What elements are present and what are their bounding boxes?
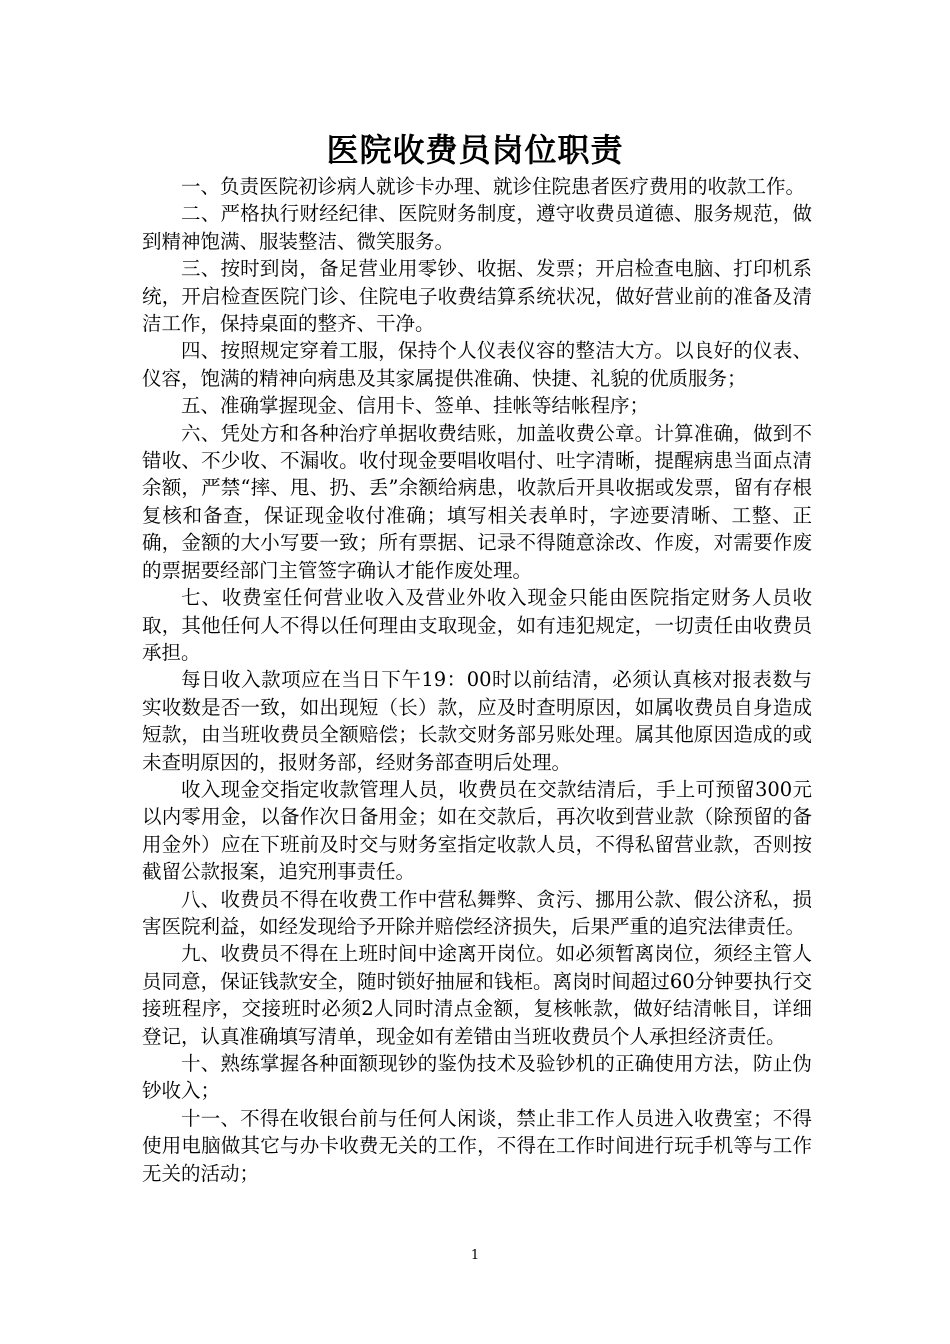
document-body (142, 173, 812, 1187)
paragraph-9: 九、收费员不得在上班时间中途离开岗位。如必须暂离岗位，须经主管人员同意，保证钱款安全，随时锁好抽屉和钱柜。离岗时间超过60分钟要执行交接班程序，交接班时必须2人同时清点金额，复核帐款，做好结清帐目，详细登记，认真准确填写清单，现金如有差错由当班收费员个人承担经济责任。 (142, 942, 812, 1048)
paragraph-cash-handover: 收入现金交指定收款管理人员，收费员在交款结清后，手上可预留300元以内零用金，以备作次日备用金；如在交款后，再次收到营业款（除预留的备用金外）应在下班前及时交与财务室指定收款人员，不得私留营业款，否则按截留公款报案，追究刑事责任。 (142, 777, 812, 884)
page-number: 1 (470, 1248, 480, 1263)
paragraph-4: 四、按照规定穿着工服，保持个人仪表仪容的整洁大方。以良好的仪表、仪容，饱满的精神向病患及其家属提供准确、快捷、礼貌的优质服务； (142, 339, 812, 390)
paragraph-11: 十一、不得在收银台前与任何人闲谈，禁止非工作人员进入收费室；不得使用电脑做其它与办卡收费无关的工作，不得在工作时间进行玩手机等与工作无关的活动； (142, 1106, 812, 1185)
paragraph-daily-settlement: 每日收入款项应在当日下午19：00时以前结清，必须认真核对报表数与实收数是否一致，如出现短（长）款，应及时查明原因，如属收费员自身造成短款，由当班收费员全额赔偿；长款交财务部另账处理。属其他原因造成的或未查明原因的，报财务部，经财务部查明后处理。 (142, 668, 812, 774)
paragraph-5: 五、准确掌握现金、信用卡、签单、挂帐等结帐程序； (181, 394, 650, 418)
document-title: 医院收费员岗位职责 (326, 131, 624, 169)
paragraph-8: 八、收费员不得在收费工作中营私舞弊、贪污、挪用公款、假公济私，损害医院利益，如经发现给予开除并赔偿经济损失，后果严重的追究法律责任。 (142, 887, 812, 938)
paragraph-7: 七、收费室任何营业收入及营业外收入现金只能由医院指定财务人员收取，其他任何人不得以任何理由支取现金，如有违犯规定，一切责任由收费员承担。 (142, 586, 812, 664)
paragraph-1: 一、负责医院初诊病人就诊卡办理、就诊住院患者医疗费用的收款工作。 (181, 175, 806, 198)
paragraph-6: 六、凭处方和各种治疗单据收费结账，加盖收费公章。计算准确，做到不错收、不少收、不漏收。收付现金要唱收唱付、吐字清晰，提醒病患当面点清余额，严禁“摔、甩、扔、丢”余额给病患，收款后开具收据或发票，留有存根复核和备查，保证现金收付准确；填写相关表单时，字迹要清晰、工整、正确，金额的大小写要一致；所有票据、记录不得随意涂改、作废，对需要作废的票据要经部门主管签字确认才能作废处理。 (142, 421, 812, 582)
paragraph-10: 十、熟练掌握各种面额现钞的鉴伪技术及验钞机的正确使用方法，防止伪钞收入； (142, 1052, 812, 1103)
paragraph-2: 二、严格执行财经纪律、医院财务制度，遵守收费员道德、服务规范，做到精神饱满、服装整洁、微笑服务。 (142, 202, 812, 253)
paragraph-3: 三、按时到岗，备足营业用零钞、收据、发票；开启检查电脑、打印机系统，开启检查医院门诊、住院电子收费结算系统状况，做好营业前的准备及清洁工作，保持桌面的整齐、干净。 (142, 257, 812, 336)
